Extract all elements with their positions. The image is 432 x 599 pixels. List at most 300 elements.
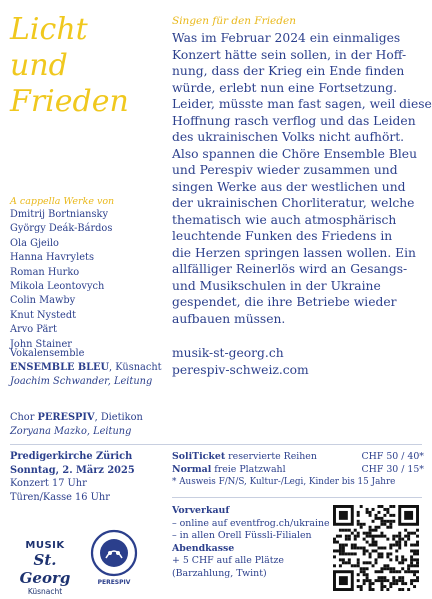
ensemble-place: , Küsnacht xyxy=(109,362,162,373)
qr-module xyxy=(375,570,378,573)
qr-module xyxy=(369,532,372,535)
qr-module xyxy=(363,561,366,564)
qr-module xyxy=(389,552,392,555)
qr-module xyxy=(377,526,380,529)
composer-item: Roman Hurko xyxy=(10,266,80,278)
intro-line: die Herzen springen lassen wollen. Ein xyxy=(172,245,416,260)
ensemble-name-line xyxy=(10,361,162,375)
musik-st-georg-logo xyxy=(12,540,78,596)
qr-module xyxy=(351,547,354,550)
qr-module xyxy=(380,547,383,550)
choir-leader: Zoryana Mazko, Leitung xyxy=(10,426,132,437)
qr-module xyxy=(372,541,375,544)
qr-module xyxy=(342,544,345,547)
qr-module xyxy=(383,535,386,538)
qr-module xyxy=(392,579,395,582)
qr-module xyxy=(416,552,419,555)
choir-name-line xyxy=(10,411,143,425)
qr-module xyxy=(333,555,336,558)
intro-line: thematisch wie auch atmosphärisch xyxy=(172,212,397,227)
qr-module xyxy=(404,541,407,544)
qr-module xyxy=(339,558,342,561)
qr-module xyxy=(392,582,395,585)
qr-module xyxy=(392,520,395,523)
logo-perespiv-caption: PERESPIV xyxy=(97,579,131,586)
divider xyxy=(172,497,422,498)
qr-module xyxy=(404,535,407,538)
ticket-name: Normal xyxy=(172,464,212,475)
qr-module xyxy=(339,564,342,567)
qr-module xyxy=(401,538,404,541)
qr-module xyxy=(357,520,360,523)
qr-module xyxy=(386,511,389,514)
qr-module xyxy=(386,588,389,591)
ticket-prices xyxy=(172,450,424,489)
qr-module xyxy=(372,535,375,538)
qr-module xyxy=(369,535,372,538)
qr-module xyxy=(416,541,419,544)
qr-module xyxy=(413,544,416,547)
qr-module xyxy=(351,544,354,547)
qr-module xyxy=(386,520,389,523)
qr-module xyxy=(366,532,369,535)
qr-module xyxy=(357,514,360,517)
choir-name: PERESPIV xyxy=(37,412,95,423)
ensemble-name: ENSEMBLE BLEU xyxy=(10,362,110,373)
qr-module xyxy=(357,547,360,550)
qr-module xyxy=(357,558,360,561)
qr-module xyxy=(354,538,357,541)
qr-module xyxy=(342,529,345,532)
qr-module xyxy=(407,588,410,591)
intro-line: der ukrainischen Chorliteratur, welche xyxy=(172,196,415,210)
qr-module xyxy=(407,532,410,535)
perespiv-logo xyxy=(86,528,142,590)
qr-module xyxy=(375,558,378,561)
qr-module xyxy=(369,579,372,582)
composer-item: Arvo Pärt xyxy=(10,324,57,336)
qr-module xyxy=(354,547,357,550)
qr-module xyxy=(377,552,380,555)
choir-place: , Dietikon xyxy=(94,412,143,423)
qr-module xyxy=(380,555,383,558)
qr-module xyxy=(413,558,416,561)
qr-module xyxy=(348,558,351,561)
link-musik-st-georg[interactable]: musik-st-georg.ch xyxy=(172,346,284,360)
qr-module xyxy=(372,588,375,591)
qr-module xyxy=(410,564,413,567)
qr-module xyxy=(375,514,378,517)
qr-module xyxy=(369,514,372,517)
qr-module xyxy=(404,511,413,520)
qr-module xyxy=(401,579,404,582)
qr-module xyxy=(416,544,419,547)
qr-module xyxy=(377,576,380,579)
intro-line: Hoffnung rasch verflog und das Leiden xyxy=(172,113,416,128)
qr-module xyxy=(392,505,395,508)
qr-module xyxy=(398,579,401,582)
qr-module xyxy=(345,538,348,541)
qr-module xyxy=(357,523,360,526)
qr-module xyxy=(392,544,395,547)
box-office-heading: Abendkasse xyxy=(172,542,235,554)
ticket-footnote: * Ausweis F/N/S, Kultur-/Legi, Kinder bis 15 Jahre xyxy=(172,477,396,487)
composer-item: Ola Gjeilo xyxy=(10,237,59,249)
qr-module xyxy=(380,570,383,573)
qr-module xyxy=(410,549,413,552)
qr-module xyxy=(339,529,342,532)
choir-perespiv-block xyxy=(10,411,143,439)
qr-module xyxy=(404,544,407,547)
ensemble-leader: Joachim Schwander, Leitung xyxy=(10,376,153,387)
qr-module xyxy=(380,505,383,508)
qr-module xyxy=(363,552,366,555)
qr-module xyxy=(369,582,372,585)
qr-module xyxy=(395,535,398,538)
logo-st-georg-text: St. Georg xyxy=(19,551,71,587)
qr-module xyxy=(360,505,363,508)
ticket-name: SoliTicket xyxy=(172,451,226,462)
qr-module xyxy=(386,508,389,511)
qr-module xyxy=(404,529,407,532)
qr-module xyxy=(363,573,366,576)
qr-module xyxy=(398,544,401,547)
qr-module xyxy=(398,561,401,564)
qr-module xyxy=(401,576,404,579)
qr-module xyxy=(404,582,407,585)
presale-heading: Vorverkauf xyxy=(172,505,230,516)
title-line-1: Licht xyxy=(10,12,88,47)
presale-online: – online auf eventfrog.ch/ukraine xyxy=(172,517,330,529)
qr-module xyxy=(416,529,419,532)
qr-module xyxy=(360,588,363,591)
qr-module xyxy=(380,579,383,582)
qr-module xyxy=(395,558,398,561)
qr-module xyxy=(354,535,357,538)
qr-module xyxy=(357,579,360,582)
intro-line: würde, erlebt nun eine Fortsetzung. xyxy=(172,80,398,95)
box-office-payment: (Barzahlung, Twint) xyxy=(172,567,267,579)
qr-module xyxy=(389,526,392,529)
qr-module xyxy=(377,505,380,508)
qr-module xyxy=(366,535,369,538)
divider xyxy=(10,444,422,445)
qr-module xyxy=(386,555,389,558)
qr-module xyxy=(363,579,366,582)
qr-module xyxy=(386,538,389,541)
qr-module xyxy=(410,544,413,547)
qr-module xyxy=(380,567,383,570)
qr-module xyxy=(372,564,375,567)
logo-musik-text: MUSIK xyxy=(25,540,65,551)
qr-module xyxy=(363,538,366,541)
qr-module xyxy=(357,585,360,588)
qr-module xyxy=(389,582,392,585)
composer-item: Hanna Havrylets xyxy=(10,252,94,264)
qr-module xyxy=(375,561,378,564)
qr-module xyxy=(366,508,369,511)
qr-module xyxy=(369,526,372,529)
qr-module xyxy=(389,520,392,523)
qr-module xyxy=(372,520,375,523)
qr-module xyxy=(366,549,369,552)
qr-module xyxy=(398,588,401,591)
qr-module xyxy=(404,570,407,573)
qr-module xyxy=(369,552,372,555)
qr-module xyxy=(383,576,386,579)
ticket-row-normal xyxy=(172,463,424,476)
qr-module xyxy=(342,558,345,561)
qr-module xyxy=(377,517,380,520)
qr-module xyxy=(398,541,401,544)
composer-item: John Stainer xyxy=(10,338,72,350)
sales-info xyxy=(172,505,332,581)
qr-module xyxy=(413,564,416,567)
ticket-row-soliticket xyxy=(172,450,424,463)
intro-heading: Singen für den Frieden xyxy=(172,15,296,27)
qr-module xyxy=(333,538,336,541)
qr-module xyxy=(369,555,372,558)
intro-line: und Musikschulen in der Ukraine xyxy=(172,278,381,293)
qr-module xyxy=(389,570,392,573)
qr-module xyxy=(377,555,380,558)
qr-module xyxy=(404,558,407,561)
qr-module xyxy=(348,561,351,564)
qr-module xyxy=(375,535,378,538)
qr-module xyxy=(375,526,378,529)
ticket-price: CHF 50 / 40* xyxy=(361,451,424,462)
qr-module xyxy=(339,544,342,547)
logo-inner-disc xyxy=(100,539,128,567)
qr-module xyxy=(410,532,413,535)
qr-module xyxy=(351,532,354,535)
qr-module xyxy=(392,538,395,541)
composer-item: Colin Mawby xyxy=(10,295,76,307)
qr-module xyxy=(351,564,354,567)
qr-module xyxy=(360,526,363,529)
qr-module xyxy=(389,505,392,508)
qr-module xyxy=(339,547,342,550)
qr-module xyxy=(410,561,413,564)
qr-module xyxy=(386,564,389,567)
intro-line: gespendet, die ihre Betriebe wieder xyxy=(172,295,397,309)
qr-module xyxy=(342,549,345,552)
qr-code[interactable] xyxy=(333,505,419,591)
qr-module xyxy=(363,582,366,585)
qr-module xyxy=(380,576,383,579)
qr-module xyxy=(413,585,416,588)
qr-module xyxy=(410,570,413,573)
qr-module xyxy=(395,570,398,573)
qr-module xyxy=(369,529,372,532)
qr-module xyxy=(377,579,380,582)
qr-module xyxy=(380,520,383,523)
qr-module xyxy=(389,567,392,570)
qr-module xyxy=(354,564,357,567)
qr-module xyxy=(357,561,360,564)
qr-module xyxy=(410,579,413,582)
qr-module xyxy=(398,532,401,535)
qr-module xyxy=(401,567,404,570)
qr-module xyxy=(348,538,351,541)
qr-module xyxy=(416,564,419,567)
qr-module xyxy=(380,532,383,535)
qr-module xyxy=(395,549,398,552)
composer-list xyxy=(10,208,112,352)
qr-module xyxy=(392,535,395,538)
intro-line: nung, dass der Krieg ein Ende finden xyxy=(172,64,405,78)
qr-module xyxy=(383,523,386,526)
ticket-desc: freie Platzwahl xyxy=(211,464,286,475)
qr-module xyxy=(413,579,416,582)
qr-module xyxy=(354,529,357,532)
ticket-desc: reservierte Reihen xyxy=(225,451,317,462)
qr-module xyxy=(339,552,342,555)
qr-module xyxy=(339,576,348,585)
qr-module xyxy=(383,514,386,517)
qr-module xyxy=(416,558,419,561)
qr-module xyxy=(389,558,392,561)
qr-module xyxy=(363,549,366,552)
qr-module xyxy=(389,544,392,547)
qr-module xyxy=(363,567,366,570)
presale-stores: – in allen Orell Füssli-Filialen xyxy=(172,530,312,542)
qr-module xyxy=(345,529,348,532)
qr-module xyxy=(363,547,366,550)
qr-module xyxy=(392,514,395,517)
qr-module xyxy=(398,576,401,579)
qr-module xyxy=(416,570,419,573)
qr-module xyxy=(413,549,416,552)
qr-module xyxy=(366,579,369,582)
qr-module xyxy=(345,544,348,547)
venue-block xyxy=(10,450,135,504)
qr-module xyxy=(398,570,401,573)
intro-line: Also spannen die Chöre Ensemble Bleu xyxy=(172,146,417,161)
qr-module xyxy=(398,538,401,541)
qr-module xyxy=(416,579,419,582)
qr-module xyxy=(377,535,380,538)
intro-line: singen Werke aus der westlichen und xyxy=(172,179,406,194)
qr-module xyxy=(392,567,395,570)
qr-module xyxy=(360,585,363,588)
qr-module xyxy=(398,547,401,550)
qr-module xyxy=(401,588,404,591)
qr-module xyxy=(413,552,416,555)
qr-module xyxy=(366,576,369,579)
qr-module xyxy=(348,535,351,538)
qr-module xyxy=(333,541,336,544)
qr-module xyxy=(407,564,410,567)
page-title xyxy=(10,12,160,120)
qr-module xyxy=(348,529,351,532)
qr-module xyxy=(395,582,398,585)
qr-module xyxy=(395,579,398,582)
qr-module xyxy=(407,567,410,570)
qr-module xyxy=(372,508,375,511)
qr-module xyxy=(389,585,392,588)
intro-line: und Perespiv wieder zusammen und xyxy=(172,163,398,177)
ensemble-bleu-block xyxy=(10,347,162,389)
qr-module xyxy=(416,535,419,538)
qr-module xyxy=(380,552,383,555)
qr-module xyxy=(372,582,375,585)
qr-module xyxy=(389,523,392,526)
ticket-price: CHF 30 / 15* xyxy=(361,464,424,475)
qr-module xyxy=(375,579,378,582)
qr-module xyxy=(342,561,345,564)
venue-church: Predigerkirche Zürich xyxy=(10,451,133,462)
qr-module xyxy=(336,549,339,552)
link-perespiv[interactable]: perespiv-schweiz.com xyxy=(172,363,309,377)
qr-module xyxy=(345,561,348,564)
qr-module xyxy=(369,544,372,547)
qr-module xyxy=(383,567,386,570)
qr-module xyxy=(363,532,366,535)
qr-module xyxy=(386,567,389,570)
qr-module xyxy=(392,570,395,573)
qr-module xyxy=(360,567,363,570)
qr-module xyxy=(372,529,375,532)
qr-module xyxy=(383,585,386,588)
qr-module xyxy=(380,523,383,526)
qr-module xyxy=(389,514,392,517)
qr-module xyxy=(360,570,363,573)
qr-module xyxy=(369,585,372,588)
qr-module xyxy=(413,570,416,573)
qr-module xyxy=(416,576,419,579)
qr-module xyxy=(357,564,360,567)
qr-module xyxy=(363,523,366,526)
logo-emblem-dot xyxy=(108,551,112,555)
qr-module xyxy=(401,582,404,585)
qr-module xyxy=(395,555,398,558)
venue-doors-time: Türen/Kasse 16 Uhr xyxy=(10,491,110,503)
qr-module xyxy=(345,535,348,538)
venue-date: Sonntag, 2. März 2025 xyxy=(10,464,135,476)
qr-module xyxy=(333,564,336,567)
qr-module xyxy=(372,538,375,541)
qr-module xyxy=(336,541,339,544)
qr-module xyxy=(354,552,357,555)
qr-module xyxy=(410,558,413,561)
intro-body xyxy=(172,30,432,327)
qr-module xyxy=(351,552,354,555)
intro-line: Konzert hätte sein sollen, in der Hoff- xyxy=(172,47,407,62)
qr-module xyxy=(383,508,386,511)
qr-module xyxy=(392,576,395,579)
qr-module xyxy=(401,558,404,561)
qr-module xyxy=(375,549,378,552)
intro-line: Was im Februar 2024 ein einmaliges xyxy=(172,31,401,45)
qr-module xyxy=(375,541,378,544)
qr-module xyxy=(407,570,410,573)
qr-module xyxy=(339,535,342,538)
qr-module xyxy=(386,552,389,555)
qr-module xyxy=(383,579,386,582)
title-line-3: Frieden xyxy=(10,84,129,119)
ensemble-label: Vokalensemble xyxy=(10,348,85,359)
qr-module xyxy=(357,532,360,535)
qr-module xyxy=(401,555,404,558)
qr-module xyxy=(372,544,375,547)
logo-kuesnacht-text: Küsnacht xyxy=(27,587,63,596)
qr-module xyxy=(380,588,383,591)
qr-module xyxy=(339,549,342,552)
qr-module xyxy=(380,517,383,520)
qr-module xyxy=(369,511,372,514)
qr-module xyxy=(360,547,363,550)
